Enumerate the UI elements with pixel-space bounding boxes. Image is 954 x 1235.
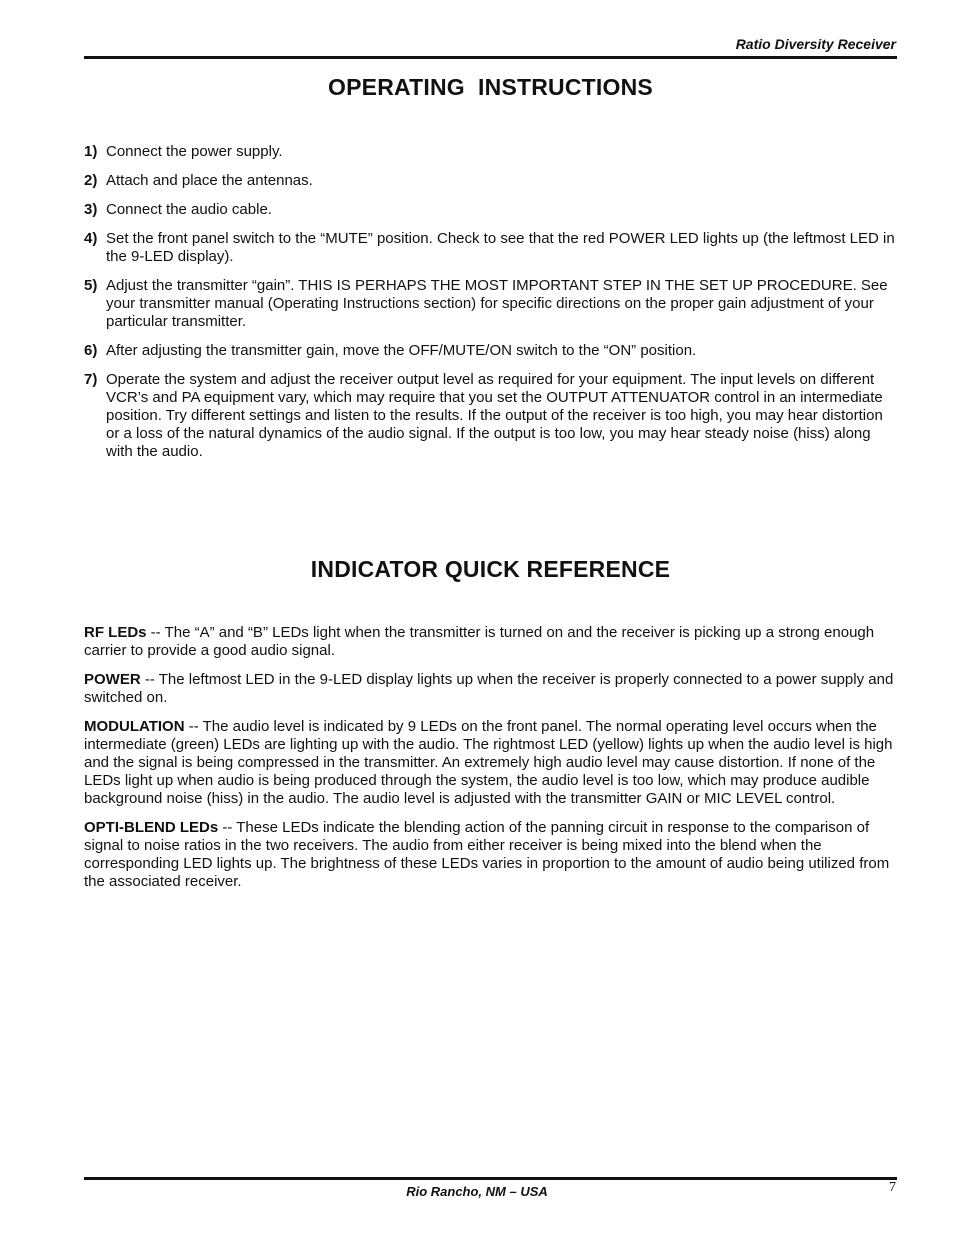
reference-entry-modulation	[84, 718, 897, 808]
step-number: 5)	[84, 277, 98, 294]
reference-term: RF LEDs	[84, 624, 147, 641]
reference-entry-rf-leds	[84, 624, 897, 660]
step-text: Adjust the transmitter “gain”. THIS IS PERHAPS THE MOST IMPORTANT STEP IN THE SET UP PROCEDURE. See your transmitter manual (Operating Instructions section) for specific directions on the proper gain adjustment of your particular transmitter.	[106, 277, 888, 330]
list-item	[84, 230, 897, 266]
reference-entry-power	[84, 671, 897, 707]
reference-text: -- These LEDs indicate the blending action of the panning circuit in response to the comparison of signal to noise ratios in the two receivers. The audio from either receiver is being mixed into the blend when the corresponding LED lights up. The brightness of these LEDs varies in proportion to the amount of audio being utilized from the associated receiver.	[84, 819, 890, 890]
header-rule	[84, 56, 897, 59]
step-text: Connect the audio cable.	[106, 201, 272, 218]
list-item	[84, 172, 897, 190]
page-number: 7	[889, 1180, 896, 1195]
operating-instructions-title: OPERATING INSTRUCTIONS	[328, 74, 653, 100]
step-number: 6)	[84, 342, 98, 359]
reference-entry-opti-blend	[84, 819, 897, 891]
list-item	[84, 342, 897, 360]
header-title: Ratio Diversity Receiver	[735, 36, 896, 52]
list-item	[84, 371, 897, 461]
operating-steps-list	[84, 143, 897, 472]
step-number: 2)	[84, 172, 98, 189]
step-number: 4)	[84, 230, 98, 247]
reference-text: -- The “A” and “B” LEDs light when the transmitter is turned on and the receiver is picking up a strong enough carrier to provide a good audio signal.	[84, 624, 875, 659]
step-text: Set the front panel switch to the “MUTE” position. Check to see that the red POWER LED lights up (the leftmost LED in the 9-LED display).	[106, 230, 895, 265]
step-number: 7)	[84, 371, 98, 388]
list-item	[84, 277, 897, 331]
reference-text: -- The audio level is indicated by 9 LEDs on the front panel. The normal operating level occurs when the intermediate (green) LEDs are lighting up with the audio. The rightmost LED (yellow) lights up when the audio level is high and the signal is being compressed in the transmitter. An extremely high audio level may cause distortion. If none of the LEDs light up when audio is being produced through the system, the audio level is too low, which may produce audible background noise (hiss) in the audio. The audio level is adjusted with the transmitter GAIN or MIC LEVEL control.	[84, 718, 893, 807]
step-text: After adjusting the transmitter gain, move the OFF/MUTE/ON switch to the “ON” position.	[106, 342, 697, 359]
reference-term: OPTI-BLEND LEDs	[84, 819, 219, 836]
step-text: Operate the system and adjust the receiver output level as required for your equipment. The input levels on different VCR’s and PA equipment vary, which may require that you set the OUTPUT ATTENUATOR control in an intermediate position. Try different settings and listen to the results. If the output of the receiver is too high, you may hear distortion or a loss of the natural dynamics of the audio signal. If the output is too low, you may hear steady noise (hiss) along with the audio.	[106, 371, 883, 460]
indicator-reference-title: INDICATOR QUICK REFERENCE	[310, 556, 671, 582]
footer-location: Rio Rancho, NM – USA	[406, 1184, 548, 1199]
step-number: 1)	[84, 143, 98, 160]
step-text: Connect the power supply.	[106, 143, 283, 160]
step-number: 3)	[84, 201, 98, 218]
step-text: Attach and place the antennas.	[106, 172, 313, 189]
list-item	[84, 143, 897, 161]
list-item	[84, 201, 897, 219]
reference-text: -- The leftmost LED in the 9-LED display lights up when the receiver is properly connected to a power supply and switched on.	[84, 671, 894, 706]
indicator-reference-list	[84, 624, 897, 902]
reference-term: MODULATION	[84, 718, 185, 735]
footer-rule	[84, 1177, 897, 1180]
reference-term: POWER	[84, 671, 141, 688]
